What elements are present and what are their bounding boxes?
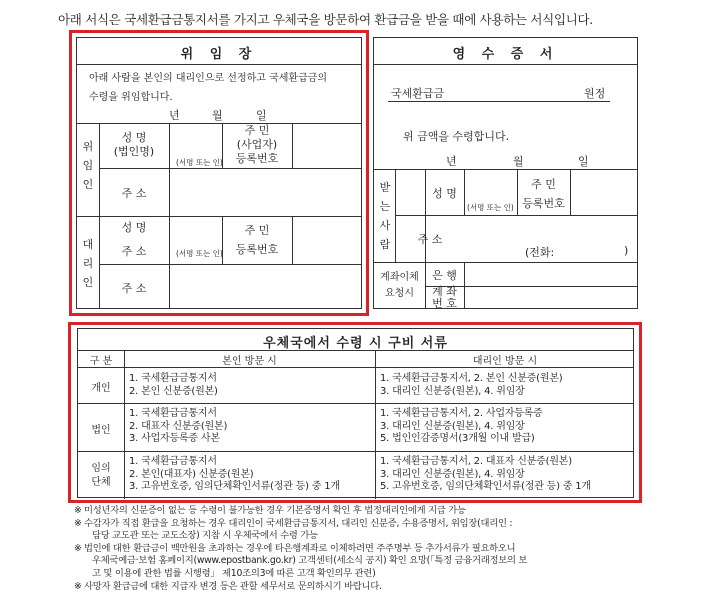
intro-text: 아래 서식은 국세환급금통지서를 가지고 우체국을 방문하여 환급금을 받을 때에 사용하는 서식입니다. bbox=[58, 12, 593, 27]
receipt-form bbox=[373, 37, 638, 309]
notes-section bbox=[74, 505, 644, 593]
principal-id-label: 주 민 (사업자) 등록번호 bbox=[235, 124, 279, 165]
mandate-date-month: 월 bbox=[212, 109, 223, 122]
row-group-category: 임의 단체 bbox=[91, 463, 111, 488]
agent-address-label: 주 소 bbox=[121, 245, 147, 258]
row-individual-category: 개인 bbox=[91, 383, 111, 394]
documents-table bbox=[77, 328, 634, 498]
mandate-body-line2: 수령을 위임합니다. bbox=[89, 92, 173, 103]
recipient-id-label: 주 민 등록번호 bbox=[522, 178, 565, 210]
row-group-agent: 1. 국세환급금통지서, 2. 대표자 신분증(원본) 3. 대리인 신분증(원본), 4. 위임장 5. 고유번호증, 임의단체확인서류(정관 등) 중 1개 bbox=[380, 456, 591, 492]
bank-label: 은 행 bbox=[432, 269, 457, 282]
transfer-label: 계좌이체 요청시 bbox=[380, 272, 419, 299]
recipient-address-label: 주 소 bbox=[417, 233, 443, 246]
agent-label: 대 리 인 bbox=[82, 238, 94, 289]
receipt-confirm-text: 위 금액을 수령합니다. bbox=[403, 130, 510, 143]
note-item: ※ 미성년자의 신분증이 없는 등 수령이 불가능한 경우 기본증명서 확인 후 법정대리인에게 지급 가능 bbox=[74, 505, 466, 516]
mandate-body-line1: 아래 사람을 본인의 대리인으로 선정하고 국세환급금의 bbox=[89, 73, 328, 84]
row-corporate-category: 법인 bbox=[91, 425, 111, 436]
principal-name-label: 성 명 (법인명) bbox=[113, 131, 155, 158]
note-item-cont: 고 및 이용에 관한 법률 시행령」 제10조의3에 따른 고객 확인의무 관련) bbox=[92, 567, 376, 579]
note-item: ※ 법인에 대한 환급금이 백만원을 초과하는 경우에 타은행계좌로 이체하려면 주주명부 등 추가서류가 필요하오니 bbox=[74, 542, 516, 554]
row-corporate-self: 1. 국세환급금통지서 2. 대표자 신분증(원본) 3. 사업자등록증 사본 bbox=[129, 408, 228, 444]
mandate-title: 위 임 장 bbox=[180, 47, 258, 62]
mandate-date-day: 일 bbox=[256, 109, 267, 122]
note-item-cont: 담당 교도관 또는 교도소장) 지참 시 우체국에서 수령 가능 bbox=[92, 530, 318, 542]
row-individual-self: 1. 국세환급금통지서 2. 본인 신분증(원본) bbox=[129, 373, 218, 397]
row-individual-agent: 1. 국세환급금통지서, 2. 본인 신분증(원본) 3. 대리인 신분증(원본), 4. 위임장 bbox=[380, 373, 563, 397]
account-label: 계 좌 번 호 bbox=[432, 285, 457, 310]
principal-sign-hint: (서명 또는 인) bbox=[176, 158, 223, 167]
note-item: ※ 수감자가 직접 환급을 요청하는 경우 대리인이 국세환급금통지서, 대리인 신분증, 수용증명서, 위임장(대리인 : bbox=[74, 517, 513, 529]
receipt-title: 영 수 증 서 bbox=[452, 47, 559, 62]
principal-label: 위 임 인 bbox=[82, 140, 94, 191]
agent-address2-label: 주 소 bbox=[121, 282, 147, 295]
mandate-date-year: 년 bbox=[169, 109, 180, 122]
note-item: ※ 사망자 환급금에 대한 지급자 변경 등은 관할 세무서로 문의하시기 바랍니다. bbox=[74, 580, 382, 592]
agent-id-label: 주 민 등록번호 bbox=[235, 224, 279, 256]
principal-address-label: 주 소 bbox=[121, 187, 147, 200]
recipient-phone-close: ) bbox=[624, 244, 629, 257]
recipient-sign-hint: (서명 또는 인) bbox=[467, 203, 514, 212]
agent-sign-hint: (서명 또는 인) bbox=[176, 249, 223, 258]
receipt-amount-suffix: 원정 bbox=[584, 87, 606, 100]
receipt-date-month: 월 bbox=[513, 155, 524, 168]
agent-name-label: 성 명 bbox=[121, 221, 147, 234]
mandate-form bbox=[76, 37, 362, 309]
recipient-label: 받 는 사 람 bbox=[379, 181, 391, 251]
receipt-amount-prefix: 국세환급금 bbox=[391, 87, 445, 100]
receipt-date-day: 일 bbox=[578, 155, 589, 168]
row-group-self: 1. 국세환급금통지서 2. 본인(대표자) 신분증(원본) 3. 고유번호증, 임의단체확인서류(정관 등) 중 1개 bbox=[129, 456, 340, 492]
row-corporate-agent: 1. 국세환급금통지서, 2. 사업자등록증 3. 대리인 신분증(원본), 4. 위임장 5. 법인인감증명서(3개월 이내 발급) bbox=[380, 408, 543, 444]
header-category: 구 분 bbox=[89, 356, 113, 367]
recipient-name-label: 성 명 bbox=[432, 187, 457, 200]
header-self: 본인 방문 시 bbox=[222, 356, 277, 367]
documents-title: 우체국에서 수령 시 구비 서류 bbox=[263, 336, 448, 351]
receipt-date-year: 년 bbox=[446, 155, 457, 168]
note-item-cont: 우체국예금·보험 홈페이지(www.epostbank.go.kr) 고객센터(세소식 공지) 확인 요망(「특정 금융거래정보의 보 bbox=[92, 555, 528, 567]
recipient-phone-label: (전화: bbox=[525, 246, 555, 259]
header-agent: 대리인 방문 시 bbox=[472, 356, 538, 367]
